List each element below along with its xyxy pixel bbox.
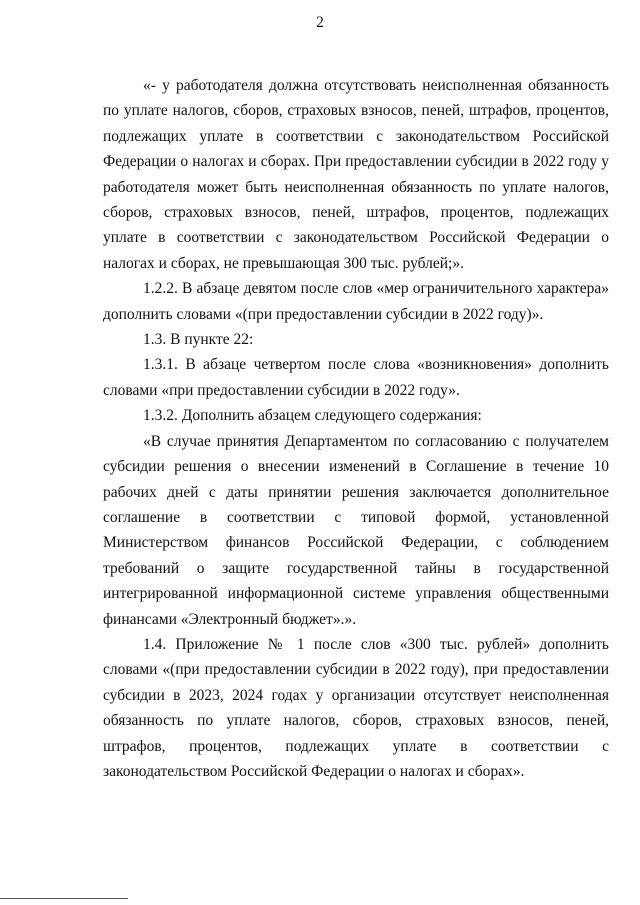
paragraph-1-3-1: 1.3.1. В абзаце четвертом после слова «возникновения» дополнить словами «при предоставлении субсидии в 2022 году». — [103, 356, 609, 399]
page-number: 2 — [316, 14, 324, 31]
paragraph-1-2-2: 1.2.2. В абзаце девятом после слов «мер ограничительного характера» дополнить словами «(при предоставлении субсидии в 2022 году)». — [103, 280, 609, 323]
paragraph-agreement-changes: «В случае принятия Департаментом по согласованию с получателем субсидии решения о внесении изменений в Соглашение в течение 10 рабочих дней с даты принятии решения заключается дополнительное соглашение в соответствии с типовой формой, установленной Министерством финансов Российской Федерации, с соблюдением требований о защите государственной тайны в государственной интегрированной информационной системе управления общественными финансами «Электронный бюджет».». — [103, 432, 609, 628]
paragraph-1-3: 1.3. В пункте 22: — [143, 331, 254, 349]
paragraph-1-4: 1.4. Приложение № 1 после слов «300 тыс. рублей» дополнить словами «(при предоставлении субсидии в 2022 году), при предоставлении субсидии в 2023, 2024 годах у организации отсутствует неисполненная обязанность по уплате налогов, сборов, страховых взносов, пеней, штрафов, процентов, подлежащих уплате в соответствии с законодательством Российской Федерации о налогах и сборах». — [103, 635, 609, 780]
document-body — [103, 73, 609, 784]
paragraph-1-3-2: 1.3.2. Дополнить абзацем следующего содержания: — [143, 407, 482, 425]
footer-divider — [0, 898, 128, 899]
paragraph-employer-obligation: «- у работодателя должна отсутствовать неисполненная обязанность по уплате налогов, сборов, страховых взносов, пеней, штрафов, процентов, подлежащих уплате в соответствии с законодательством Российской Федерации о налогах и сборах. При предоставлении субсидии в 2022 году у работодателя может быть неисполненная обязанность по уплате налогов, сборов, страховых взносов, пеней, штрафов, процентов, подлежащих уплате в соответствии с законодательством Российской Федерации о налогах и сборах, не превышающая 300 тыс. рублей;». — [103, 77, 609, 272]
